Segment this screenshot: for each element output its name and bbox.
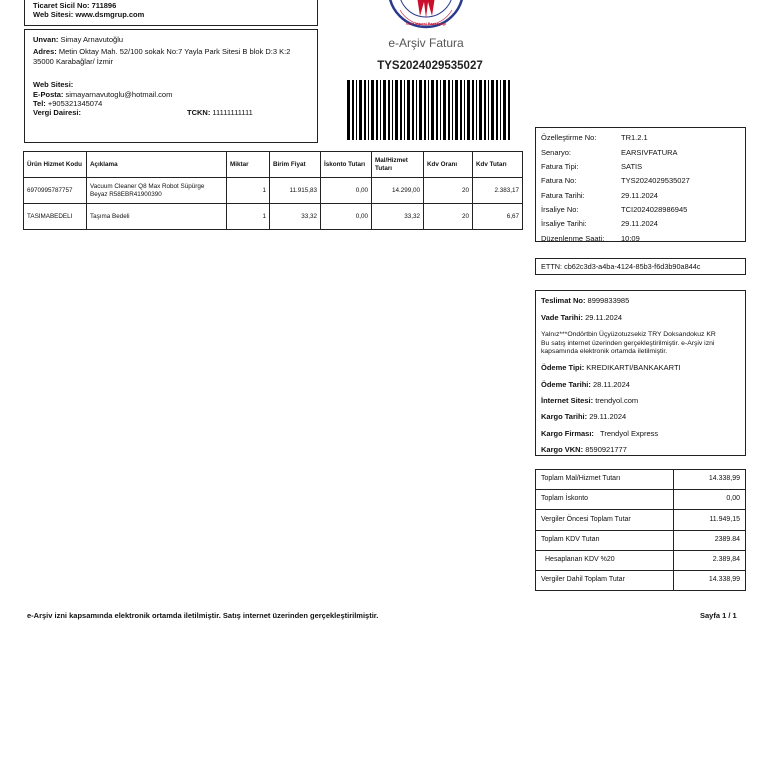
document-title: e-Arşiv Fatura: [388, 36, 464, 50]
barcode-bar: [407, 80, 410, 140]
info-key: Fatura Tarihi:: [541, 190, 585, 200]
barcode-bar: [436, 80, 438, 140]
buyer-web-label: Web Sitesi:: [33, 80, 74, 90]
barcode-bar: [356, 80, 357, 140]
yalniz-line3: kapsamında elektronik ortamda iletilmiştir.: [541, 348, 668, 356]
table-row: [24, 204, 523, 230]
kargo-tarihi-value: 29.11.2024: [589, 412, 627, 422]
column-header: Açıklama: [87, 152, 227, 178]
barcode-bar: [448, 80, 450, 140]
invoice-number-heading: TYS2024029535027: [377, 60, 483, 72]
items-body: [24, 178, 523, 230]
info-row: [541, 188, 740, 202]
page-number: Sayfa 1 / 1: [700, 611, 737, 620]
seller-info-box: [24, 0, 318, 26]
tckn-value: 11111111111: [212, 108, 253, 118]
vade-label: Vade Tarihi:: [541, 313, 583, 323]
items-table: [23, 151, 523, 230]
barcode-bar: [500, 80, 501, 140]
column-header: Mal/Hizmet Tutarı: [372, 152, 424, 178]
table-cell: 20: [424, 204, 473, 230]
barcode-bar: [460, 80, 462, 140]
table-cell: 0,00: [321, 178, 372, 204]
totals-label: Vergiler Öncesi Toplam Tutar: [536, 510, 674, 530]
adres-label: Adres:: [33, 47, 57, 57]
totals-label: Hesaplanan KDV %20: [536, 550, 674, 570]
barcode-bar: [464, 80, 465, 140]
column-header: İskonto Tutarı: [321, 152, 372, 178]
barcode-bar: [455, 80, 458, 140]
eposta-value: simayarnavutoglu@hotmail.com: [65, 89, 173, 99]
barcode-bar: [440, 80, 441, 140]
yalniz-line2: Bu satış internet üzerinden gerçekleştirilmiştir. e-Arşiv izni: [541, 339, 715, 347]
totals-label: Vergiler Dahil Toplam Tutar: [536, 570, 674, 590]
sicil-value: 711896: [91, 1, 117, 10]
barcode-bar: [431, 80, 434, 140]
table-cell: Taşıma Bedeli: [87, 204, 227, 230]
eposta-label: E-Posta:: [33, 89, 64, 99]
teslimat-value: 8999833985: [587, 296, 630, 305]
info-value: TCI2024028986945: [621, 204, 688, 214]
sicil-label: Ticaret Sicil No:: [33, 1, 90, 10]
barcode-bar: [452, 80, 453, 140]
invoice-info-box: [535, 127, 746, 242]
vade-value: 29.11.2024: [585, 313, 623, 323]
info-row: [541, 145, 740, 159]
info-row: [541, 160, 740, 174]
totals-table: [535, 469, 746, 591]
barcode-bar: [479, 80, 482, 140]
table-cell: 11.915,83: [270, 178, 321, 204]
info-key: Fatura No:: [541, 176, 577, 186]
kargo-tarihi-label: Kargo Tarihi:: [541, 412, 588, 422]
tel-value: +905321345074: [47, 98, 103, 108]
table-cell: 20: [424, 178, 473, 204]
info-row: [541, 174, 740, 188]
kargo-vkn-value: 8590921777: [585, 445, 627, 455]
barcode-bar: [503, 80, 506, 140]
column-header: Ürün Hizmet Kodu: [24, 152, 87, 178]
totals-label: Toplam KDV Tutarı: [536, 530, 674, 550]
teslimat-label: Teslimat No:: [541, 296, 586, 305]
totals-row: [536, 470, 746, 490]
barcode-bar: [371, 80, 374, 140]
buyer-info-box: [24, 29, 318, 143]
info-value: TYS2024029535027: [621, 176, 690, 186]
odeme-tipi-label: Ödeme Tipi:: [541, 363, 585, 373]
info-value: EARSIVFATURA: [621, 147, 678, 157]
totals-value: 0,00: [674, 490, 746, 510]
barcode-bar: [392, 80, 393, 140]
table-row: [24, 178, 523, 204]
totals-row: [536, 570, 746, 590]
info-row: [541, 202, 740, 216]
barcode-bar: [364, 80, 366, 140]
invoice-info-list: [541, 131, 740, 245]
table-cell: 14.299,00: [372, 178, 424, 204]
barcode-bar: [388, 80, 390, 140]
logo-text: Gelir İdaresi Başkanlığı: [406, 22, 446, 26]
internet-sitesi-value: trendyol.com: [595, 395, 639, 405]
items-header-row: [24, 152, 523, 178]
column-header: Kdv Tutarı: [473, 152, 523, 178]
totals-value: 2.389,84: [674, 550, 746, 570]
info-key: İrsaliye No:: [541, 204, 579, 214]
totals-label: Toplam Mal/Hizmet Tutarı: [536, 470, 674, 490]
barcode-bar: [395, 80, 398, 140]
barcode-bar: [383, 80, 386, 140]
barcode-bar: [347, 80, 350, 140]
info-row: [541, 131, 740, 145]
totals-row: [536, 550, 746, 570]
ettn-text: ETTN: cb62c3d3-a4ba-4124-85b3-f6d3b90a844c: [541, 262, 701, 271]
barcode-bar: [484, 80, 486, 140]
column-header: Kdv Oranı: [424, 152, 473, 178]
barcode-bar: [380, 80, 381, 140]
tckn-label: TCKN:: [187, 108, 211, 118]
totals-value: 11.949,15: [674, 510, 746, 530]
yalniz-line1: Yalnız***Ondörtbin Üçyüzotuzsekiz TRY Doksandokuz KR: [541, 330, 716, 338]
totals-label: Toplam İskonto: [536, 490, 674, 510]
barcode: [345, 80, 513, 140]
table-cell: 1: [227, 178, 270, 204]
kargo-firmasi-label: Kargo Firması:: [541, 428, 594, 438]
unvan-value: Simay Arnavutoğlu: [60, 35, 124, 44]
barcode-bar: [419, 80, 422, 140]
adres-value: Metin Oktay Mah. 52/100 sokak No:7 Yayla Park Sitesi B blok D:3 K:2: [58, 47, 291, 57]
unvan-label: Unvan:: [33, 35, 59, 44]
gib-logo: [386, 0, 466, 30]
barcode-bar: [428, 80, 429, 140]
table-cell: 0,00: [321, 204, 372, 230]
totals-value: 14.338,99: [674, 470, 746, 490]
info-row: [541, 217, 740, 231]
table-cell: 33,32: [270, 204, 321, 230]
info-key: Düzenlenme Saati:: [541, 233, 605, 243]
info-value: TR1.2.1: [621, 133, 648, 143]
barcode-bar: [368, 80, 369, 140]
totals-row: [536, 530, 746, 550]
info-key: Özelleştirme No:: [541, 133, 597, 143]
info-value: SATIS: [621, 162, 643, 172]
barcode-bar: [488, 80, 489, 140]
delivery-info-box: [535, 290, 746, 456]
barcode-bar: [424, 80, 426, 140]
table-cell: Vacuum Cleaner Q8 Max Robot Süpürge Beyaz R58EBR41900390: [87, 178, 227, 204]
kargo-vkn-label: Kargo VKN:: [541, 445, 584, 455]
barcode-bar: [400, 80, 402, 140]
totals-value: 2389.84: [674, 530, 746, 550]
odeme-tarihi-label: Ödeme Tarihi:: [541, 379, 591, 389]
totals-row: [536, 490, 746, 510]
totals-row: [536, 510, 746, 530]
barcode-bar: [376, 80, 378, 140]
barcode-bar: [359, 80, 362, 140]
internet-sitesi-label: İnternet Sitesi:: [541, 395, 594, 405]
barcode-bar: [508, 80, 510, 140]
barcode-bar: [496, 80, 498, 140]
barcode-bar: [491, 80, 494, 140]
info-key: Senaryo:: [541, 147, 572, 157]
table-cell: 33,32: [372, 204, 424, 230]
adres-line2: 35000 Karabağlar/ İzmir: [33, 56, 114, 66]
totals-value: 14.338,99: [674, 570, 746, 590]
barcode-bar: [443, 80, 446, 140]
table-cell: 6,67: [473, 204, 523, 230]
table-cell: 6970995787757: [24, 178, 87, 204]
barcode-bar: [467, 80, 470, 140]
table-cell: 2.383,17: [473, 178, 523, 204]
barcode-bar: [476, 80, 477, 140]
table-cell: TASIMABEDELI: [24, 204, 87, 230]
vergi-dairesi-label: Vergi Dairesi:: [33, 108, 81, 118]
column-header: Miktar: [227, 152, 270, 178]
info-row: [541, 231, 740, 245]
info-key: İrsaliye Tarihi:: [541, 219, 587, 229]
barcode-bar: [472, 80, 474, 140]
barcode-bar: [416, 80, 417, 140]
table-cell: 1: [227, 204, 270, 230]
tel-label: Tel:: [33, 98, 46, 108]
seller-web-value: www.dsmgrup.com: [75, 10, 145, 20]
column-header: Birim Fiyat: [270, 152, 321, 178]
seller-web-label: Web Sitesi:: [33, 10, 74, 20]
info-value: 29.11.2024: [621, 219, 658, 229]
barcode-bar: [404, 80, 405, 140]
info-value: 10:09: [621, 233, 640, 243]
kargo-firmasi-value: Trendyol Express: [600, 428, 659, 438]
barcode-bar: [352, 80, 354, 140]
info-key: Fatura Tipi:: [541, 162, 579, 172]
ettn-box: [535, 258, 746, 275]
barcode-bar: [412, 80, 414, 140]
odeme-tipi-value: KREDIKARTI/BANKAKARTI: [586, 363, 681, 373]
info-value: 29.11.2024: [621, 190, 658, 200]
footer-note: e-Arşiv izni kapsamında elektronik ortamda iletilmiştir. Satış internet üzerinden gerçekleştirilmiştir.: [27, 611, 379, 620]
odeme-tarihi-value: 28.11.2024: [592, 379, 630, 389]
